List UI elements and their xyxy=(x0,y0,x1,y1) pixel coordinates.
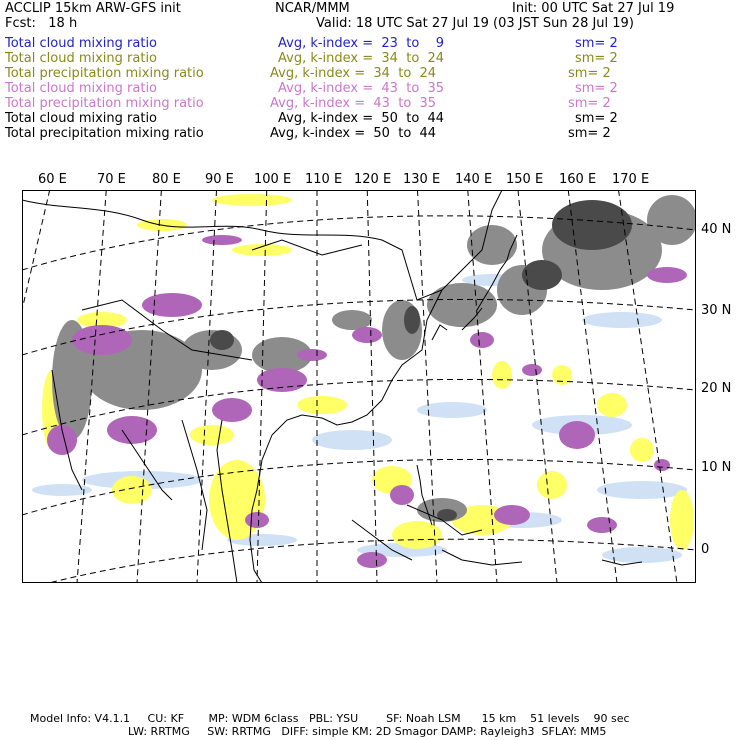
legend-sm: sm= 2 xyxy=(568,66,611,81)
legend-field: Total cloud mixing ratio xyxy=(5,51,158,66)
legend-avg: Avg, k-index = 23 to 9 xyxy=(278,36,445,51)
legend-sm: sm= 2 xyxy=(575,81,618,96)
lon-label: 110 E xyxy=(305,172,343,187)
legend-avg: Avg, k-index = 43 to 35 xyxy=(278,81,445,96)
lon-label: 60 E xyxy=(38,172,67,187)
legend-sm: sm= 2 xyxy=(568,96,611,111)
lon-label: 120 E xyxy=(354,172,392,187)
legend-avg: Avg, k-index = 43 to 35 xyxy=(270,96,437,111)
legend-sm: sm= 2 xyxy=(575,51,618,66)
lon-label: 160 E xyxy=(559,172,597,187)
lon-label: 70 E xyxy=(97,172,126,187)
legend-sm: sm= 2 xyxy=(568,126,611,141)
legend-field: Total precipitation mixing ratio xyxy=(5,66,204,81)
lon-label: 170 E xyxy=(612,172,650,187)
legend-field: Total cloud mixing ratio xyxy=(5,111,158,126)
lat-label: 20 N xyxy=(701,381,732,396)
model-info-line1: Model Info: V4.1.1 CU: KF MP: WDM 6class PBL: YSU SF: Noah LSM 15 km 51 levels 90 sec xyxy=(30,712,630,725)
legend-sm: sm= 2 xyxy=(575,36,618,51)
lon-label: 80 E xyxy=(152,172,181,187)
lat-label: 10 N xyxy=(701,460,732,475)
forecast-map xyxy=(22,190,696,583)
center-title: NCAR/MMM xyxy=(275,1,350,16)
legend-field: Total cloud mixing ratio xyxy=(5,36,158,51)
forecast-hour: Fcst: 18 h xyxy=(5,16,78,31)
lon-label: 90 E xyxy=(205,172,234,187)
map-title: ACCLIP 15km ARW-GFS init xyxy=(5,1,181,16)
legend-avg: Avg, k-index = 50 to 44 xyxy=(270,126,437,141)
legend-avg: Avg, k-index = 50 to 44 xyxy=(278,111,445,126)
lat-label: 30 N xyxy=(701,303,732,318)
lat-label: 40 N xyxy=(701,222,732,237)
lon-label: 130 E xyxy=(403,172,441,187)
lat-label: 0 xyxy=(701,542,710,557)
lon-label: 140 E xyxy=(455,172,493,187)
legend-field: Total precipitation mixing ratio xyxy=(5,126,204,141)
legend-avg: Avg, k-index = 34 to 24 xyxy=(278,51,445,66)
lon-label: 100 E xyxy=(254,172,292,187)
init-time: Init: 00 UTC Sat 27 Jul 19 xyxy=(512,1,675,16)
legend-field: Total cloud mixing ratio xyxy=(5,81,158,96)
model-info-line2: LW: RRTMG SW: RRTMG DIFF: simple KM: 2D Smagor DAMP: Rayleigh3 SFLAY: MM5 xyxy=(128,725,607,738)
valid-time: Valid: 18 UTC Sat 27 Jul 19 (03 JST Sun 28 Jul 19) xyxy=(316,16,634,31)
legend-sm: sm= 2 xyxy=(575,111,618,126)
legend-field: Total precipitation mixing ratio xyxy=(5,96,204,111)
legend-avg: Avg, k-index = 34 to 24 xyxy=(270,66,437,81)
lon-label: 150 E xyxy=(506,172,544,187)
